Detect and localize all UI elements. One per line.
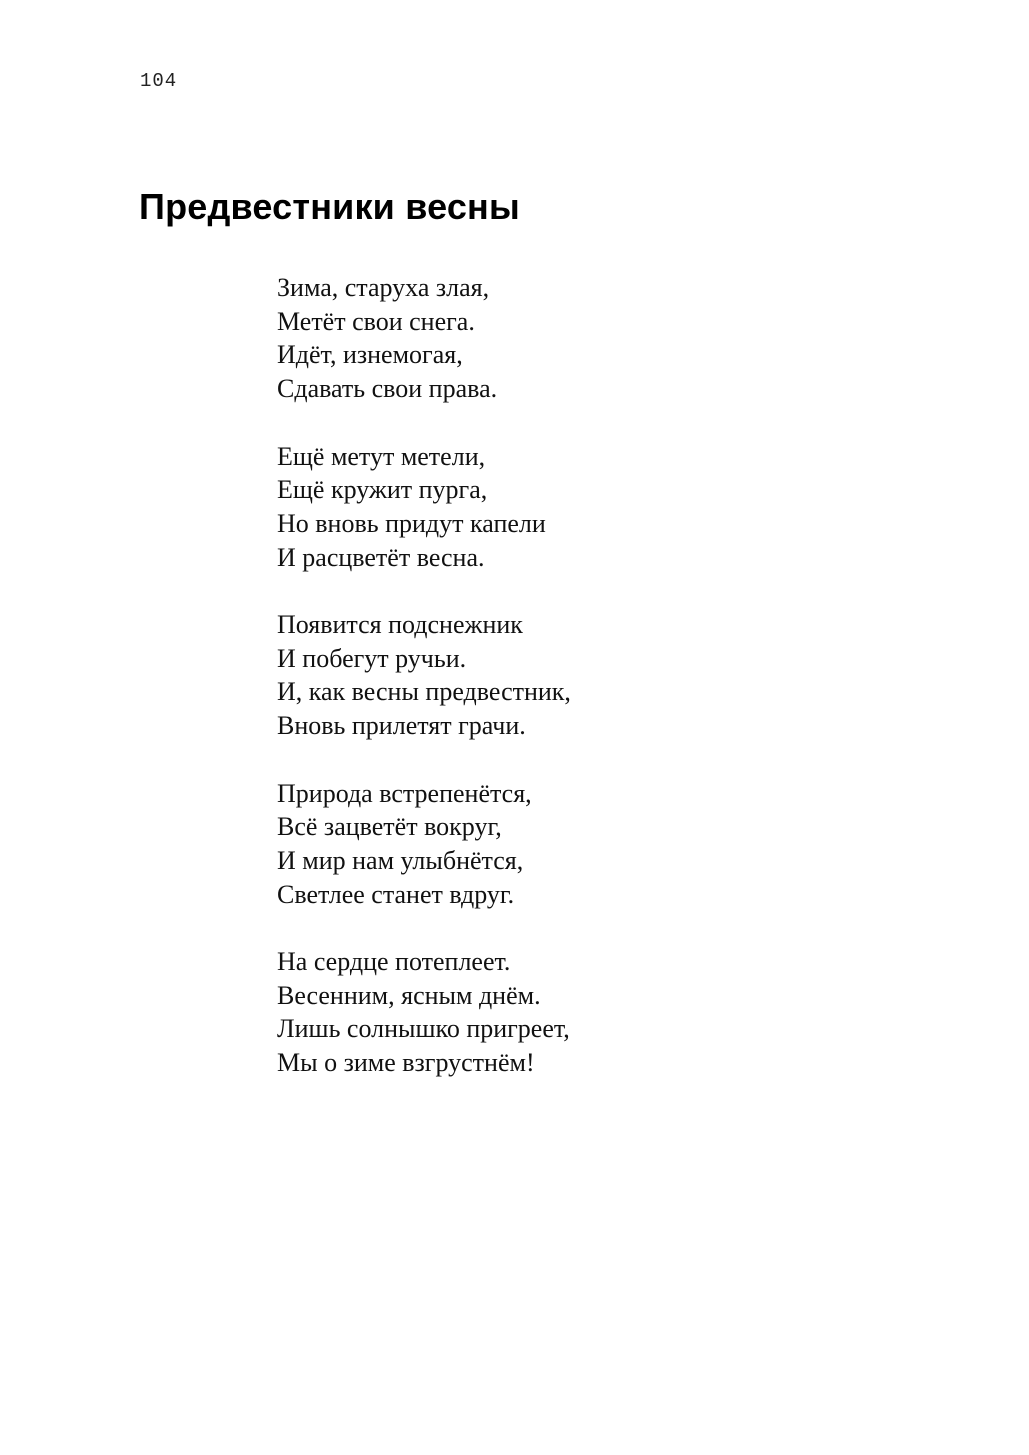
poem-line: Всё зацветёт вокруг, <box>277 812 502 842</box>
poem-line: Метёт свои снега. <box>277 306 475 336</box>
poem-line: Ещё кружит пурга, <box>277 475 488 505</box>
poem-title: Предвестники весны <box>139 186 520 227</box>
poem-line: Вновь прилетят грачи. <box>277 711 526 741</box>
stanza-4 <box>277 777 571 912</box>
poem-line: И расцветёт весна. <box>277 542 485 572</box>
poem-line: Весенним, ясным днём. <box>277 980 541 1010</box>
poem-line: Светлее станет вдруг. <box>277 879 515 909</box>
poem-line: Зима, старуха злая, <box>277 273 490 302</box>
poem-line: Ещё метут метели, <box>277 441 486 471</box>
stanza-3 <box>277 608 571 743</box>
poem-line: Лишь солнышко пригреет, <box>277 1014 570 1044</box>
stanza-2 <box>277 440 571 575</box>
poem-line: На сердце потеплеет. <box>277 947 511 976</box>
poem-line: Сдавать свои права. <box>277 374 498 404</box>
poem-line: Природа встрепенётся, <box>277 778 532 808</box>
poem-line: И побегут ручьи. <box>277 643 467 673</box>
poem-body <box>277 271 571 1114</box>
poem-line: Появится подснежник <box>277 610 523 639</box>
poem-line: Мы о зиме взгрустнём! <box>277 1048 535 1078</box>
stanza-1 <box>277 271 571 406</box>
poem-line: Но вновь придут капели <box>277 508 546 538</box>
page-number: 104 <box>140 70 178 92</box>
poem-line: Идёт, изнемогая, <box>277 340 463 370</box>
stanza-5 <box>277 945 571 1080</box>
poem-line: И мир нам улыбнётся, <box>277 845 524 875</box>
poem-line: И, как весны предвестник, <box>277 677 571 707</box>
